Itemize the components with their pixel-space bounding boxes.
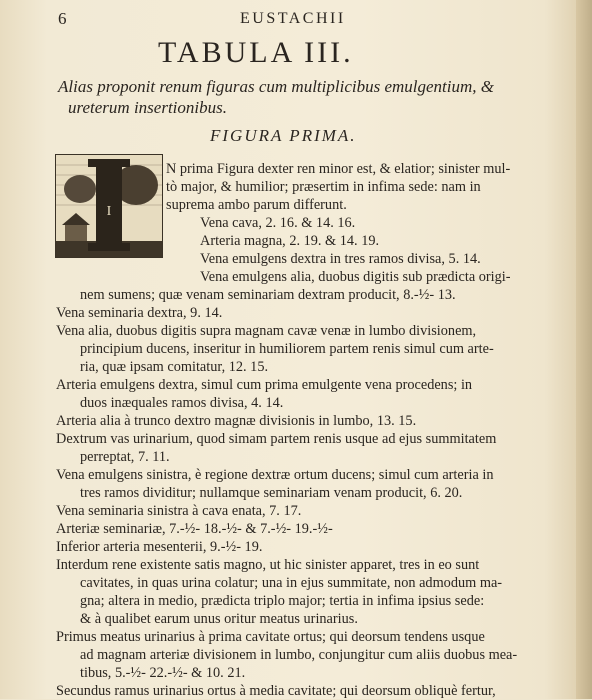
- running-head: EUSTACHII: [240, 10, 346, 27]
- text-line: Primus meatus urinarius à prima cavitate ortus; qui deorsum tendens usque: [56, 629, 485, 645]
- text-line: Vena alia, duobus digitis supra magnam cavæ venæ in lumbo divisionem,: [56, 323, 477, 339]
- text-line: principium ducens, inseritur in humiliorem partem renis simul cum arte-: [80, 341, 494, 357]
- text-line: Arteria magna, 2. 19. & 14. 19.: [200, 233, 380, 249]
- text-line: perreptat, 7. 11.: [80, 449, 170, 465]
- subtitle-line: Alias proponit renum figuras cum multiplicibus emulgentium, &: [58, 77, 494, 96]
- text-line: Arteria alia à trunco dextro magnæ divisionis in lumbo, 13. 15.: [56, 413, 417, 429]
- text-line: N prima Figura dexter ren minor est, & elatior; sinister mul-: [166, 161, 511, 177]
- text-line: Arteriæ seminariæ, 7.-½- 18.-½- & 7.-½- 19.-½-: [56, 521, 333, 537]
- text-line: Vena emulgens dextra in tres ramos divisa, 5. 14.: [200, 251, 481, 267]
- text-line: & à qualibet earum unus oritur meatus urinarius.: [80, 611, 358, 627]
- text-line: Inferior arteria mesenterii, 9.-½- 19.: [56, 539, 263, 555]
- initial-letter: I: [106, 204, 112, 219]
- text-line: Vena seminaria dextra, 9. 14.: [56, 305, 223, 321]
- page-title: TABULA III.: [158, 36, 354, 69]
- text-line: Dextrum vas urinarium, quod simam partem renis usque ad ejus summitatem: [56, 431, 497, 447]
- text-line: Secundus ramus urinarius ortus à media cavitate; qui deorsum obliquè fertur,: [56, 683, 496, 699]
- text-line: Vena emulgens sinistra, è regione dextræ ortum ducens; simul cum arteria in: [56, 467, 494, 483]
- subtitle: [58, 76, 578, 118]
- woodcut-illustration: [56, 155, 162, 257]
- decorated-initial: [55, 154, 163, 258]
- text-line: ad magnam arteriæ divisionem in lumbo, conjungitur cum aliis duobus mea-: [80, 647, 518, 663]
- text-line: Interdum rene existente satis magno, ut hic sinister apparet, tres in eo sunt: [56, 557, 480, 573]
- adjacent-page-edge: [576, 0, 592, 699]
- text-line: ria, quæ ipsam comitatur, 12. 15.: [80, 359, 269, 375]
- subtitle-line: ureterum insertionibus.: [68, 98, 227, 117]
- page-number: 6: [58, 9, 67, 28]
- text-line: tres ramos dividitur; nullamque seminariam venam producit, 6. 20.: [80, 485, 463, 501]
- text-line: Arteria emulgens dextra, simul cum prima emulgente vena procedens; in: [56, 377, 473, 393]
- text-line: cavitates, in quas urina colatur; una in ejus summitate, non admodum ma-: [80, 575, 503, 591]
- text-line: suprema ambo parum differunt.: [166, 197, 347, 213]
- text-line: tò major, & humilior; præsertim in infima sede: nam in: [166, 179, 481, 195]
- text-line: Vena seminaria sinistra à cava enata, 7. 17.: [56, 503, 302, 519]
- text-line: Vena emulgens alia, duobus digitis sub prædicta origi-: [200, 269, 511, 285]
- text-line: duos inæquales ramos divisa, 4. 14.: [80, 395, 284, 411]
- section-heading: FIGURA PRIMA.: [210, 126, 357, 145]
- text-line: nem sumens; quæ venam seminariam dextram producit, 8.-½- 13.: [80, 287, 456, 303]
- text-line: gna; altera in medio, prædicta triplo major; tertia in infima ipsius sede:: [80, 593, 485, 609]
- text-line: tibus, 5.-½- 22.-½- & 10. 21.: [80, 665, 246, 681]
- text-line: Vena cava, 2. 16. & 14. 16.: [200, 215, 356, 231]
